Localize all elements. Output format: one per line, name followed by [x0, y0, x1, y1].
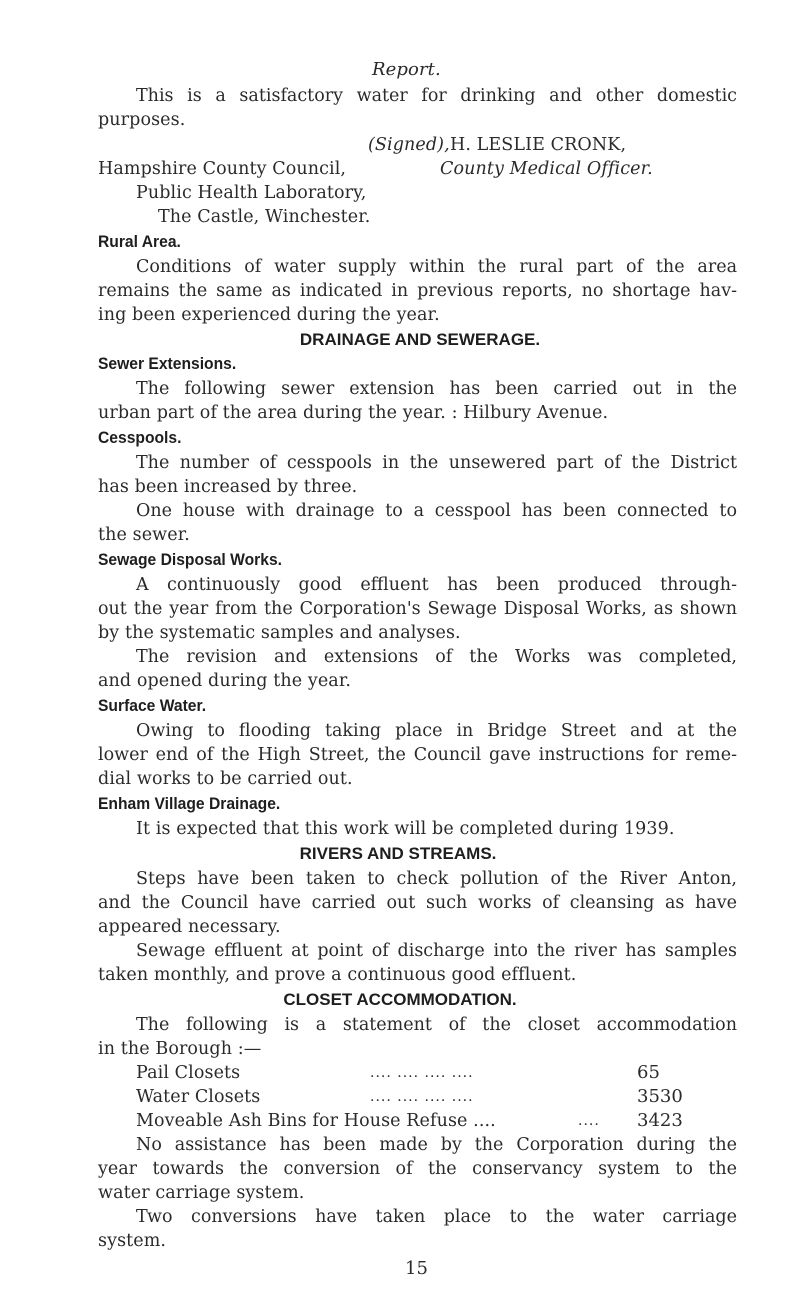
surface-line-2: lower end of the High Street, the Council gave instructions for reme- [98, 745, 737, 765]
cesspools-heading: Cesspools. [98, 428, 182, 447]
signed-label: (Signed), [368, 135, 450, 155]
rivers-line-4: Sewage effluent at point of discharge into the river has samples [136, 941, 737, 961]
table-row-label: Water Closets [136, 1087, 261, 1107]
sewer-heading: Sewer Extensions. [98, 354, 237, 373]
address: The Castle, Winchester. [158, 207, 371, 227]
table-row-leader: .... .... .... .... [370, 1065, 474, 1081]
cesspools-line-4: the sewer. [98, 525, 190, 545]
cesspools-line-1: The number of cesspools in the unsewered part of the District [136, 453, 737, 473]
closet-line-2: in the Borough :— [98, 1039, 262, 1059]
rivers-line-1: Steps have been taken to check pollution of the River Anton, [136, 869, 737, 889]
sewage-line-1: A continuously good effluent has been produced through- [136, 575, 737, 595]
rivers-heading: RIVERS AND STREAMS. [299, 844, 497, 863]
closet-heading: CLOSET ACCOMMODATION. [283, 990, 517, 1009]
sewage-heading: Sewage Disposal Works. [98, 550, 282, 569]
rural-area-heading: Rural Area. [98, 232, 181, 251]
sewer-line-1: The following sewer extension has been carried out in the [136, 379, 737, 399]
rural-line-2: remains the same as indicated in previous reports, no shortage hav- [98, 281, 737, 301]
table-row-label: Pail Closets [136, 1063, 241, 1083]
cesspools-line-2: has been increased by three. [98, 477, 358, 497]
sewage-line-4: The revision and extensions of the Works was completed, [136, 647, 737, 667]
table-row-label: Moveable Ash Bins for House Refuse .... [136, 1111, 496, 1131]
closet-line-7: system. [98, 1231, 167, 1251]
laboratory: Public Health Laboratory, [136, 183, 367, 203]
enham-line-1: It is expected that this work will be completed during 1939. [136, 819, 675, 839]
sewage-line-5: and opened during the year. [98, 671, 352, 691]
enham-heading: Enham Village Drainage. [98, 794, 281, 813]
surface-line-1: Owing to flooding taking place in Bridge Street and at the [136, 721, 737, 741]
closet-line-4: year towards the conversion of the conservancy system to the [98, 1159, 737, 1179]
page-number: 15 [405, 1258, 429, 1279]
surface-water-heading: Surface Water. [98, 696, 207, 715]
sewage-line-3: by the systematic samples and analyses. [98, 623, 461, 643]
rivers-line-3: appeared necessary. [98, 917, 281, 937]
rural-line-1: Conditions of water supply within the rural part of the area [136, 257, 737, 277]
table-row-value: 65 [637, 1062, 660, 1083]
signer-name: H. LESLIE CRONK, [450, 135, 627, 155]
intro-line-2: purposes. [98, 110, 186, 130]
closet-line-5: water carriage system. [98, 1183, 305, 1203]
surface-line-3: dial works to be carried out. [98, 769, 353, 789]
intro-line-1: This is a satisfactory water for drinking and other domestic [136, 86, 737, 106]
drainage-heading: DRAINAGE AND SEWERAGE. [299, 330, 541, 349]
sewage-line-2: out the year from the Corporation's Sewage Disposal Works, as shown [98, 599, 737, 619]
closet-line-1: The following is a statement of the closet accommodation [136, 1015, 737, 1035]
signer-title: County Medical Officer. [440, 159, 653, 179]
closet-line-6: Two conversions have taken place to the water carriage [136, 1207, 737, 1227]
rural-line-3: ing been experienced during the year. [98, 305, 440, 325]
sewer-line-2: urban part of the area during the year. : Hilbury Avenue. [98, 403, 609, 423]
running-header: Report. [372, 59, 441, 80]
closet-line-3: No assistance has been made by the Corporation during the [136, 1135, 737, 1155]
table-row-leader: .... .... .... .... [370, 1089, 474, 1105]
organization: Hampshire County Council, [98, 159, 347, 179]
table-row-value: 3530 [637, 1086, 683, 1107]
table-row-value: 3423 [637, 1110, 683, 1131]
cesspools-line-3: One house with drainage to a cesspool has been connected to [136, 501, 737, 521]
table-row-leader: .... [578, 1113, 600, 1129]
rivers-line-2: and the Council have carried out such works of cleansing as have [98, 893, 737, 913]
rivers-line-5: taken monthly, and prove a continuous good effluent. [98, 965, 577, 985]
